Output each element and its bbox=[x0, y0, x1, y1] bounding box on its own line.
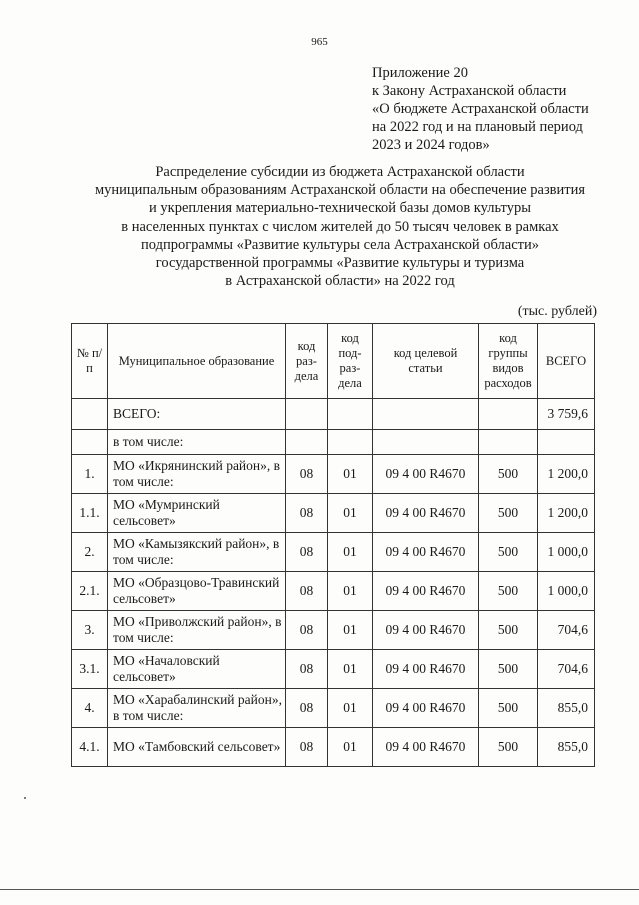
row-municipality: МО «Началовский сельсовет» bbox=[108, 650, 286, 689]
total-value: 3 759,6 bbox=[538, 399, 595, 430]
row-target-code: 09 4 00 R4670 bbox=[373, 572, 479, 611]
total-label: ВСЕГО: bbox=[108, 399, 286, 430]
row-subsection-code: 01 bbox=[328, 572, 373, 611]
cell-empty bbox=[286, 399, 328, 430]
row-municipality: МО «Харабалинский район», в том числе: bbox=[108, 689, 286, 728]
row-subsection-code: 01 bbox=[328, 650, 373, 689]
cell-empty bbox=[328, 430, 373, 455]
subsidy-table bbox=[71, 323, 595, 767]
table-row bbox=[72, 572, 595, 611]
title-line: государственной программы «Развитие культуры и туризма bbox=[155, 255, 525, 272]
page-number: 965 bbox=[311, 36, 328, 48]
row-section-code: 08 bbox=[286, 572, 328, 611]
row-group-code: 500 bbox=[479, 689, 538, 728]
row-total: 1 000,0 bbox=[538, 572, 595, 611]
row-section-code: 08 bbox=[286, 689, 328, 728]
row-target-code: 09 4 00 R4670 bbox=[373, 533, 479, 572]
appendix-line: Приложение 20 bbox=[372, 65, 468, 81]
unit-label: (тыс. рублей) bbox=[517, 304, 597, 319]
row-target-code: 09 4 00 R4670 bbox=[373, 728, 479, 767]
header-target: код целевой статьи bbox=[373, 324, 479, 399]
header-num: № п/п bbox=[72, 324, 108, 399]
row-municipality: МО «Образцово-Травинский сельсовет» bbox=[108, 572, 286, 611]
row-number: 2.1. bbox=[72, 572, 108, 611]
cell-empty bbox=[479, 399, 538, 430]
cell-empty bbox=[479, 430, 538, 455]
row-group-code: 500 bbox=[479, 455, 538, 494]
row-group-code: 500 bbox=[479, 728, 538, 767]
table-row bbox=[72, 494, 595, 533]
row-total: 855,0 bbox=[538, 728, 595, 767]
row-section-code: 08 bbox=[286, 494, 328, 533]
cell-empty bbox=[538, 430, 595, 455]
row-subsection-code: 01 bbox=[328, 494, 373, 533]
row-section-code: 08 bbox=[286, 533, 328, 572]
table-row bbox=[72, 611, 595, 650]
row-section-code: 08 bbox=[286, 455, 328, 494]
row-number: 4. bbox=[72, 689, 108, 728]
row-total: 1 200,0 bbox=[538, 455, 595, 494]
row-section-code: 08 bbox=[286, 728, 328, 767]
cell-empty bbox=[328, 399, 373, 430]
including-label: в том числе: bbox=[108, 430, 286, 455]
row-subsection-code: 01 bbox=[328, 455, 373, 494]
title-line: в Астраханской области» на 2022 год bbox=[225, 273, 455, 290]
row-municipality: МО «Икрянинский район», в том числе: bbox=[108, 455, 286, 494]
row-subsection-code: 01 bbox=[328, 611, 373, 650]
table-row bbox=[72, 689, 595, 728]
scan-speck bbox=[24, 797, 26, 799]
row-municipality: МО «Камызякский район», в том числе: bbox=[108, 533, 286, 572]
row-number: 4.1. bbox=[72, 728, 108, 767]
row-subsection-code: 01 bbox=[328, 728, 373, 767]
row-subsection-code: 01 bbox=[328, 689, 373, 728]
row-total: 1 000,0 bbox=[538, 533, 595, 572]
row-number: 1.1. bbox=[72, 494, 108, 533]
header-name: Муниципальное образование bbox=[108, 324, 286, 399]
row-total: 855,0 bbox=[538, 689, 595, 728]
appendix-line: 2023 и 2024 годов» bbox=[372, 137, 490, 153]
row-municipality: МО «Мумринский сельсовет» bbox=[108, 494, 286, 533]
header-subsection: код под-раз-дела bbox=[328, 324, 373, 399]
title-line: муниципальным образованиям Астраханской области на обеспечение развития bbox=[94, 182, 586, 199]
row-total: 1 200,0 bbox=[538, 494, 595, 533]
title-line: и укрепления материально-технической базы домов культуры bbox=[149, 200, 531, 217]
row-total: 704,6 bbox=[538, 611, 595, 650]
row-target-code: 09 4 00 R4670 bbox=[373, 611, 479, 650]
title-line: Распределение субсидии из бюджета Астраханской области bbox=[155, 164, 525, 180]
header-section: код раз-дела bbox=[286, 324, 328, 399]
page-bottom-edge bbox=[0, 889, 639, 890]
row-number: 1. bbox=[72, 455, 108, 494]
cell-empty bbox=[72, 430, 108, 455]
row-group-code: 500 bbox=[479, 650, 538, 689]
title-line: в населенных пунктах с числом жителей до 50 тысяч человек в рамках bbox=[121, 218, 559, 235]
row-number: 2. bbox=[72, 533, 108, 572]
cell-empty bbox=[373, 399, 479, 430]
including-row bbox=[72, 430, 595, 455]
cell-empty bbox=[373, 430, 479, 455]
row-target-code: 09 4 00 R4670 bbox=[373, 455, 479, 494]
row-target-code: 09 4 00 R4670 bbox=[373, 494, 479, 533]
row-subsection-code: 01 bbox=[328, 533, 373, 572]
row-section-code: 08 bbox=[286, 611, 328, 650]
appendix-header bbox=[372, 64, 622, 154]
appendix-line: «О бюджете Астраханской области bbox=[372, 101, 589, 117]
header-total: ВСЕГО bbox=[538, 324, 595, 399]
document-title bbox=[40, 163, 639, 290]
appendix-line: на 2022 год и на плановый период bbox=[372, 119, 583, 135]
row-number: 3. bbox=[72, 611, 108, 650]
row-section-code: 08 bbox=[286, 650, 328, 689]
header-group: код группы видов расходов bbox=[479, 324, 538, 399]
row-municipality: МО «Тамбовский сельсовет» bbox=[108, 728, 286, 767]
table-row bbox=[72, 650, 595, 689]
table-row bbox=[72, 455, 595, 494]
cell-empty bbox=[72, 399, 108, 430]
total-row bbox=[72, 399, 595, 430]
title-line: подпрограммы «Развитие культуры села Астраханской области» bbox=[140, 236, 540, 253]
row-group-code: 500 bbox=[479, 533, 538, 572]
appendix-line: к Закону Астраханской области bbox=[372, 83, 567, 99]
row-group-code: 500 bbox=[479, 494, 538, 533]
table-row bbox=[72, 533, 595, 572]
row-number: 3.1. bbox=[72, 650, 108, 689]
row-municipality: МО «Приволжский район», в том числе: bbox=[108, 611, 286, 650]
row-group-code: 500 bbox=[479, 572, 538, 611]
table-row bbox=[72, 728, 595, 767]
table-header-row bbox=[72, 324, 595, 399]
row-target-code: 09 4 00 R4670 bbox=[373, 689, 479, 728]
row-target-code: 09 4 00 R4670 bbox=[373, 650, 479, 689]
row-total: 704,6 bbox=[538, 650, 595, 689]
cell-empty bbox=[286, 430, 328, 455]
row-group-code: 500 bbox=[479, 611, 538, 650]
